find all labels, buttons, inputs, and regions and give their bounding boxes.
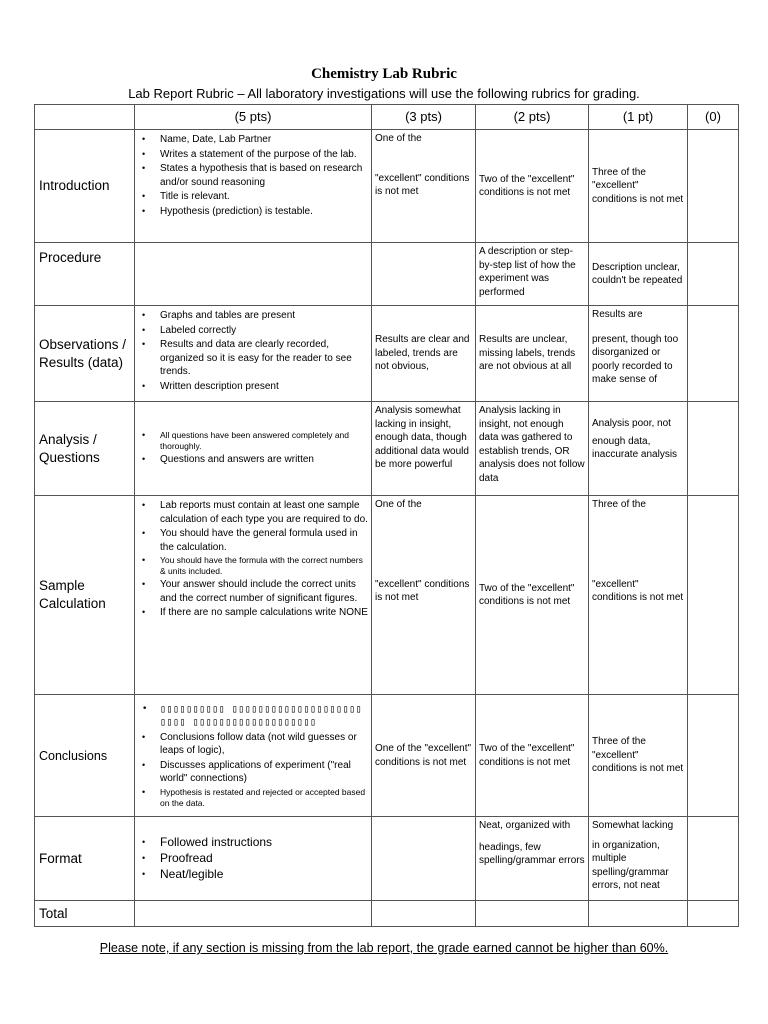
score2-procedure: A description or step-by-step list of how the experiment was performed	[476, 243, 589, 306]
criterion: • Hypothesis (prediction) is testable.	[138, 205, 368, 219]
score0-introduction	[688, 130, 739, 243]
score0-procedure	[688, 243, 739, 306]
criterion: • Graphs and tables are present	[138, 309, 368, 323]
row-procedure	[35, 243, 739, 306]
header-5pts: (5 pts)	[135, 105, 372, 130]
header-3pts: (3 pts)	[372, 105, 476, 130]
criterion: • States a hypothesis that is based on research and/or sound reasoning	[138, 162, 368, 189]
category-analysis: Analysis / Questions	[35, 402, 135, 496]
criterion: • Results and data are clearly recorded, organized so it is easy for the reader to see trends.	[138, 338, 368, 379]
score3-observations: Results are clear and labeled, trends are not obvious,	[372, 306, 476, 402]
score-text: One of the	[375, 133, 422, 144]
header-0pts: (0)	[688, 105, 739, 130]
criterion: • Title is relevant.	[138, 190, 368, 204]
row-introduction	[35, 130, 739, 243]
header-2pts: (2 pts)	[476, 105, 589, 130]
score-text: enough data, inaccurate analysis	[592, 435, 678, 460]
rubric-title: Chemistry Lab Rubric	[311, 66, 457, 82]
score-text: "excellent" conditions is not met	[592, 578, 684, 603]
row-format	[35, 817, 739, 901]
score3-sample-calculation	[372, 496, 476, 695]
criterion: • Writes a statement of the purpose of the lab.	[138, 148, 368, 162]
criterion: • Conclusions follow data (not wild guesses or leaps of logic),	[138, 731, 368, 758]
category-format: Format	[35, 817, 135, 901]
criteria-observations	[135, 306, 372, 402]
criteria-introduction	[135, 130, 372, 243]
criterion: • Name, Date, Lab Partner	[138, 133, 368, 147]
row-observations	[35, 306, 739, 402]
score3-introduction	[372, 130, 476, 243]
score0-sample-calculation	[688, 496, 739, 695]
total-2pts	[476, 901, 589, 927]
score1-sample-calculation	[589, 496, 688, 695]
score3-conclusions: One of the "excellent" conditions is not met	[372, 695, 476, 817]
score-text: present, though too disorganized or poorly recorded to make sense of	[592, 333, 679, 385]
score1-format	[589, 817, 688, 901]
score2-introduction: Two of the "excellent" conditions is not met	[476, 130, 589, 243]
criterion: • You should have the general formula used in the calculation.	[138, 527, 368, 554]
score0-observations	[688, 306, 739, 402]
rubric-table	[34, 104, 739, 927]
score1-observations	[589, 306, 688, 402]
score2-sample-calculation: Two of the "excellent" conditions is not met	[476, 496, 589, 695]
header-1pt: (1 pt)	[589, 105, 688, 130]
total-5pts	[135, 901, 372, 927]
score-text: Three of the	[592, 499, 646, 510]
score0-format	[688, 817, 739, 901]
score1-analysis	[589, 402, 688, 496]
criterion: • Neat/legible	[138, 867, 368, 882]
criterion: • Your answer should include the correct units and the correct number of significant figures.	[138, 578, 368, 605]
criterion: • Labeled correctly	[138, 324, 368, 338]
criterion: • Followed instructions	[138, 835, 368, 850]
criterion: • Discusses applications of experiment ("real world" connections)	[138, 759, 368, 786]
row-total	[35, 901, 739, 927]
category-introduction: Introduction	[35, 130, 135, 243]
total-1pt	[589, 901, 688, 927]
total-0pts	[688, 901, 739, 927]
score-text: in organization, multiple spelling/grammar errors, not neat	[592, 839, 669, 891]
criterion: • You should have the formula with the correct numbers & units included.	[138, 555, 368, 577]
row-analysis	[35, 402, 739, 496]
rubric-subtitle: Lab Report Rubric – All laboratory investigations will use the following rubrics for grading.	[128, 86, 640, 101]
criteria-procedure	[135, 243, 372, 306]
criteria-sample-calculation	[135, 496, 372, 695]
score-text: headings, few spelling/grammar errors	[479, 841, 585, 866]
score-text: Analysis poor, not	[592, 418, 671, 429]
criteria-analysis	[135, 402, 372, 496]
criterion: • ▯▯▯▯▯▯▯▯▯▯ ▯▯▯▯▯▯▯▯▯▯▯▯▯▯▯▯▯▯▯▯ ▯▯▯▯ ▯▯▯▯▯▯▯▯▯▯▯▯▯▯▯▯▯▯▯	[138, 703, 368, 730]
criteria-conclusions	[135, 695, 372, 817]
score0-analysis	[688, 402, 739, 496]
criterion: • Hypothesis is restated and rejected or accepted based on the data.	[138, 787, 368, 809]
score2-observations: Results are unclear, missing labels, trends are not obvious at all	[476, 306, 589, 402]
header-row	[35, 105, 739, 130]
score2-analysis: Analysis lacking in insight, not enough data was gathered to establish trends, OR analysis does not follow data	[476, 402, 589, 496]
category-conclusions: Conclusions	[35, 695, 135, 817]
criterion: • All questions have been answered completely and thoroughly.	[138, 430, 368, 452]
score-text: Somewhat lacking	[592, 820, 674, 831]
row-conclusions	[35, 695, 739, 817]
score3-format	[372, 817, 476, 901]
score1-conclusions: Three of the "excellent" conditions is not met	[589, 695, 688, 817]
criteria-format	[135, 817, 372, 901]
footnote: Please note, if any section is missing from the lab report, the grade earned cannot be higher than 60%.	[99, 941, 669, 955]
score0-conclusions	[688, 695, 739, 817]
total-3pts	[372, 901, 476, 927]
header-category	[35, 105, 135, 130]
category-total: Total	[35, 901, 135, 927]
score1-introduction: Three of the "excellent" conditions is not met	[589, 130, 688, 243]
criterion: • Lab reports must contain at least one sample calculation of each type you are required to do.	[138, 499, 368, 526]
score1-procedure: Description unclear, couldn't be repeated	[589, 243, 688, 306]
row-sample-calculation	[35, 496, 739, 695]
criterion: • If there are no sample calculations write NONE	[138, 606, 368, 620]
score-text: Results are	[592, 309, 643, 320]
score3-analysis: Analysis somewhat lacking in insight, enough data, though additional data would be more powerful	[372, 402, 476, 496]
score-text: Neat, organized with	[479, 820, 571, 831]
score-text: "excellent" conditions is not met	[375, 172, 470, 197]
category-sample-calculation: Sample Calculation	[35, 496, 135, 695]
criterion: • Proofread	[138, 851, 368, 866]
category-observations: Observations / Results (data)	[35, 306, 135, 402]
score-text: "excellent" conditions is not met	[375, 578, 470, 603]
score-text: One of the	[375, 499, 422, 510]
criterion: • Questions and answers are written	[138, 453, 368, 467]
score2-format	[476, 817, 589, 901]
score3-procedure	[372, 243, 476, 306]
criterion: • Written description present	[138, 380, 368, 394]
score2-conclusions: Two of the "excellent" conditions is not met	[476, 695, 589, 817]
category-procedure: Procedure	[35, 243, 135, 306]
